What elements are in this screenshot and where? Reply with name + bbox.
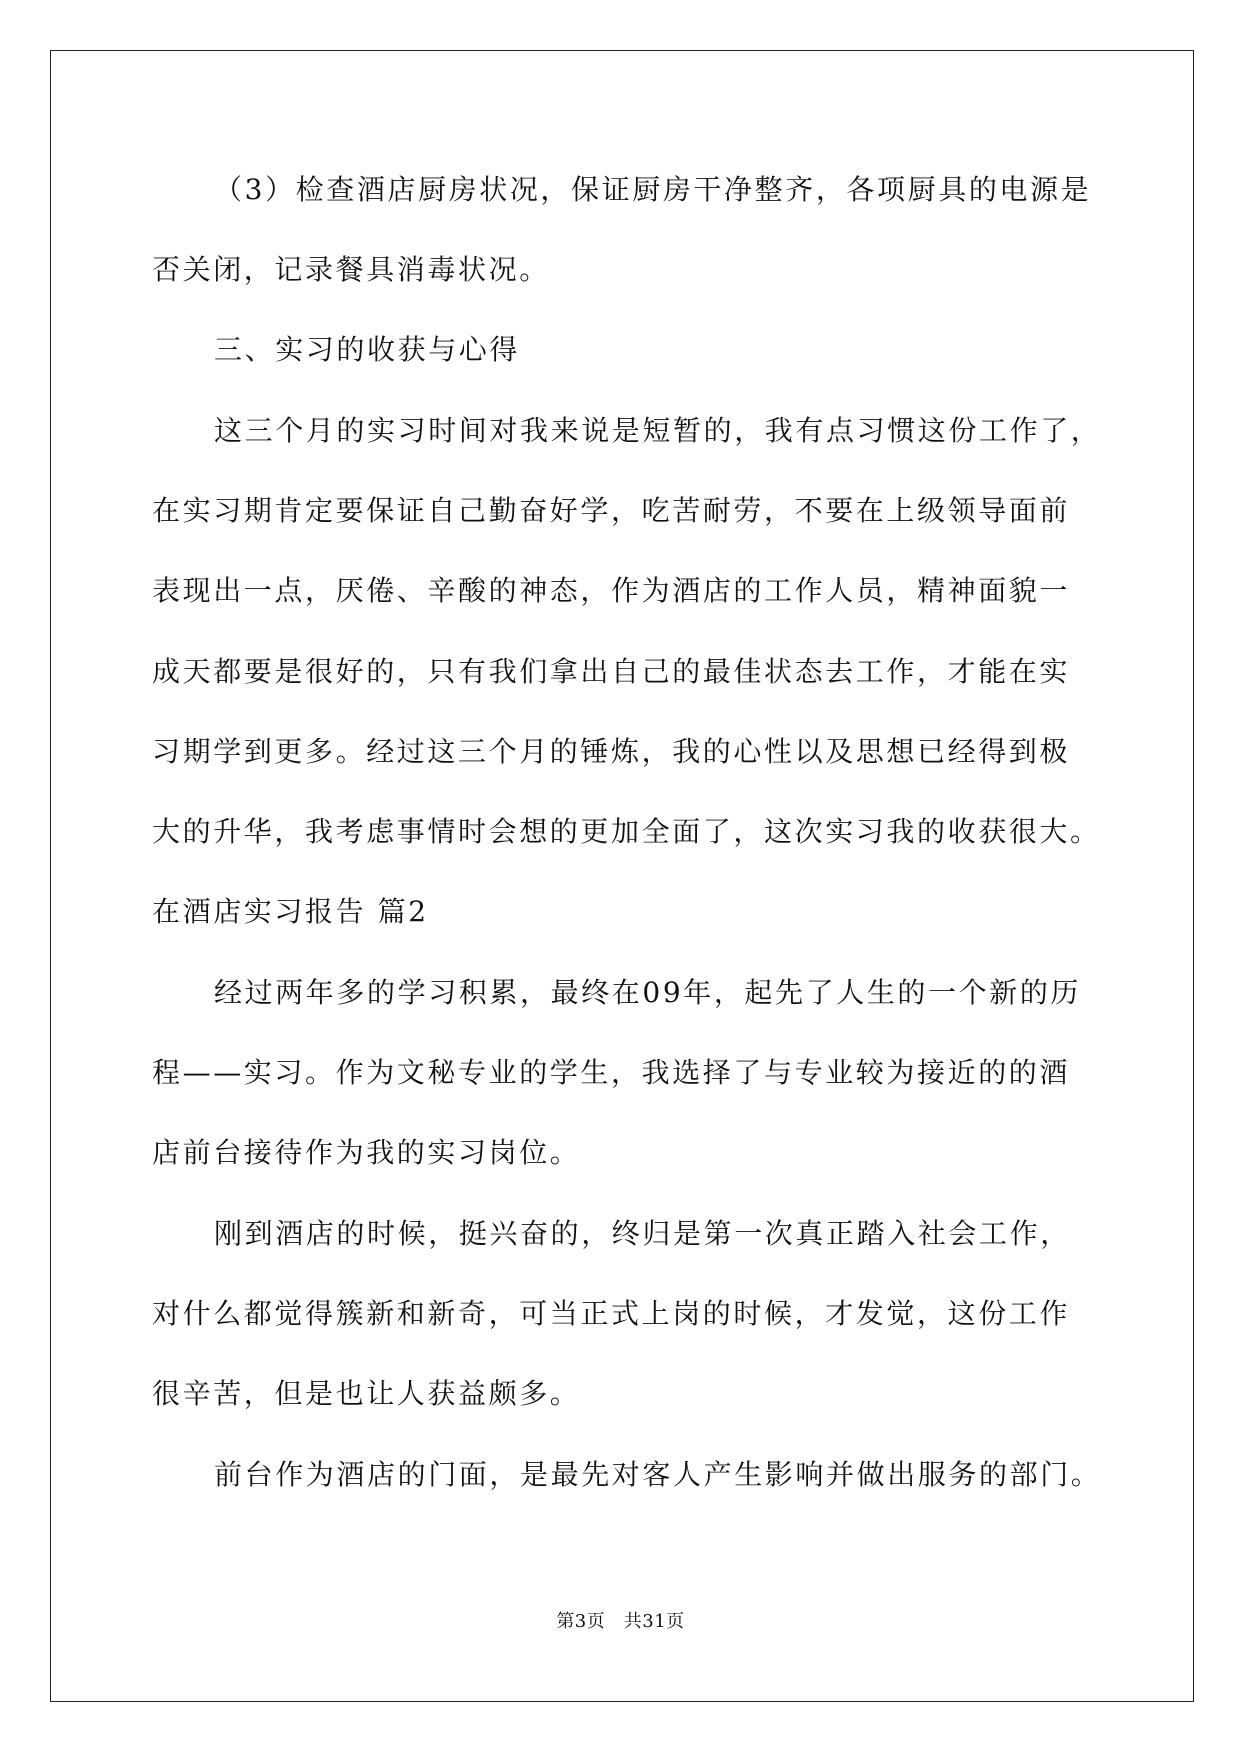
paragraph-line: 刚到酒店的时候，挺兴奋的，终归是第一次真正踏入社会工作， — [214, 1217, 1071, 1250]
section-heading: 三、实习的收获与心得 — [214, 333, 521, 366]
paragraph-line: 程——实习。作为文秘专业的学生，我选择了与专业较为接近的的酒 — [152, 1056, 1071, 1089]
paragraph-line: 表现出一点，厌倦、辛酸的神态，作为酒店的工作人员，精神面貌一 — [152, 574, 1071, 607]
paragraph-line: 对什么都觉得簇新和新奇，可当正式上岗的时候，才发觉，这份工作 — [152, 1297, 1071, 1330]
paragraph-line: 前台作为酒店的门面，是最先对客人产生影响并做出服务的部门。 — [214, 1458, 1102, 1491]
paragraph-line: 大的升华，我考虑事情时会想的更加全面了，这次实习我的收获很大。 — [152, 815, 1101, 848]
paragraph-line: 店前台接待作为我的实习岗位。 — [152, 1136, 581, 1169]
paragraph-line: 习期学到更多。经过这三个月的锤炼，我的心性以及思想已经得到极 — [152, 735, 1071, 768]
paragraph-line: 否关闭，记录餐具消毒状况。 — [152, 253, 550, 286]
paragraph-line: 在实习期肯定要保证自己勤奋好学，吃苦耐劳，不要在上级领导面前 — [152, 494, 1071, 527]
paragraph-line: （3）检查酒店厨房状况，保证厨房干净整齐，各项厨具的电源是 — [214, 173, 1092, 206]
paragraph-line: 经过两年多的学习积累，最终在09年，起先了人生的一个新的历 — [214, 976, 1082, 1009]
paragraph-line: 这三个月的实习时间对我来说是短暂的，我有点习惯这份工作了， — [214, 414, 1102, 447]
paragraph-line: 成天都要是很好的，只有我们拿出自己的最佳状态去工作，才能在实 — [152, 655, 1071, 688]
article-heading: 在酒店实习报告 篇2 — [152, 895, 429, 928]
page-number-footer: 第3页 共31页 — [556, 1611, 685, 1632]
paragraph-line: 很辛苦，但是也让人获益颇多。 — [152, 1377, 581, 1410]
